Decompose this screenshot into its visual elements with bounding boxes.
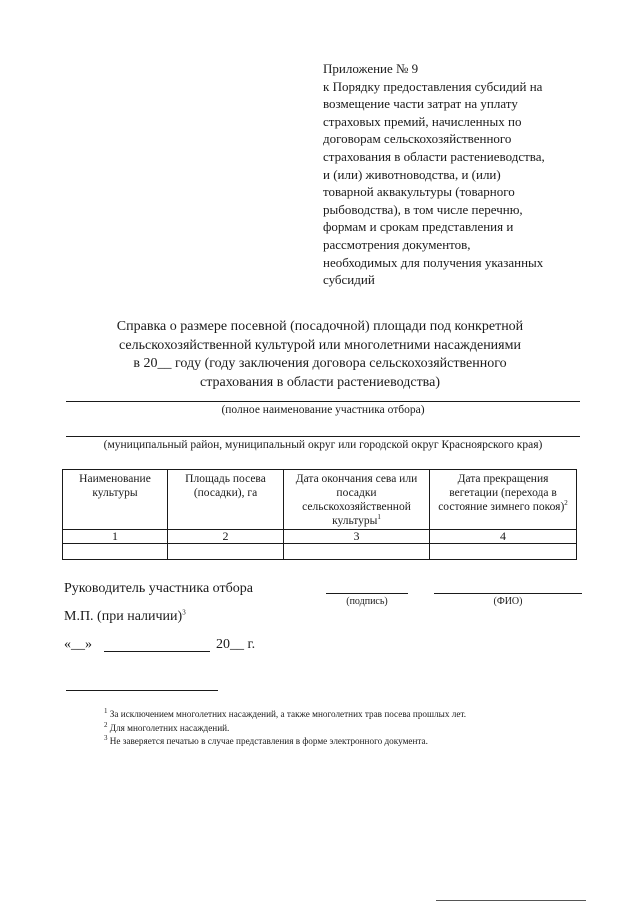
date-line[interactable] [104, 651, 210, 652]
scan-edge-line [436, 900, 586, 901]
footnote-ref: 1 [377, 513, 381, 522]
appendix-line: страхования в области растениеводства, [323, 148, 545, 164]
table-number-row [63, 530, 577, 544]
appendix-line: формам и срокам представления и [323, 219, 514, 235]
appendix-line: договорам сельскохозяйственного [323, 131, 512, 147]
appendix-line: субсидий [323, 272, 375, 288]
header-sowing-end-date: Дата окончания сева или посадки сельскохозяйственной культуры$^1$ [284, 470, 430, 530]
table-row [63, 544, 577, 560]
appendix-line: рассмотрения документов, [323, 236, 471, 252]
appendix-line: страховых премий, начисленных по [323, 113, 522, 129]
signature-line[interactable] [326, 593, 408, 594]
column-number: 4 [430, 530, 577, 544]
appendix-line: возмещение части затрат на уплату [323, 96, 518, 112]
date-open: «__» [64, 637, 92, 652]
appendix-line: к Порядку предоставления субсидий на [323, 78, 543, 94]
municipality-line[interactable] [66, 436, 580, 437]
date-year: 20__ г. [216, 637, 256, 652]
stamp-label: М.П. (при наличии)$^3$ [64, 608, 186, 624]
signature-caption: (подпись) [346, 596, 388, 607]
footnote-1: $^1$ За исключением многолетних насаждений, а также многолетних трав посева прошлых лет. [104, 706, 467, 719]
full-name-caption: (ФИО) [493, 596, 523, 607]
footnote-mark: 3 [104, 733, 108, 742]
table-cell[interactable] [63, 544, 168, 560]
title-line: Справка о размере посевной (посадочной) площади под конкретной [116, 319, 524, 334]
footnote-ref: 3 [182, 608, 186, 617]
column-number: 2 [168, 530, 284, 544]
crop-area-table [62, 469, 577, 560]
title-line: страхования в области растениеводства) [200, 374, 440, 390]
appendix-line: товарной аквакультуры (товарного [323, 184, 515, 200]
title-line: сельскохозяйственной культурой или многолетними насаждениями [119, 337, 521, 353]
head-label: Руководитель участника отбора [64, 581, 253, 596]
appendix-line: и (или) животноводства, и (или) [323, 166, 501, 182]
table-cell[interactable] [430, 544, 577, 560]
table-cell[interactable] [284, 544, 430, 560]
appendix-block [323, 60, 613, 289]
footnote-separator [66, 690, 218, 691]
footnote-mark: 1 [104, 706, 108, 715]
table-cell[interactable] [168, 544, 284, 560]
footnote-mark: 2 [104, 720, 108, 729]
column-number: 3 [284, 530, 430, 544]
header-sown-area: Площадь посева (посадки), га [168, 470, 284, 530]
header-crop-name: Наименование культуры [63, 470, 168, 530]
document-title [60, 318, 580, 392]
full-name-line[interactable] [434, 593, 582, 594]
footnote-3: $^3$ Не заверяется печатью в случае представления в форме электронного документа. [104, 733, 428, 746]
table-header-row [63, 470, 577, 530]
appendix-line: необходимых для получения указанных [323, 254, 544, 270]
participant-name-caption: (полное наименование участника отбора) [221, 404, 425, 416]
footnote-2: $^2$ Для многолетних насаждений. [104, 720, 230, 733]
footnote-ref: 2 [564, 499, 568, 508]
header-vegetation-end-date: Дата прекращения вегетации (перехода в состояние зимнего покоя)$^2$ [430, 470, 577, 530]
municipality-caption: (муниципальный район, муниципальный округ или городской округ Красноярского края) [103, 439, 543, 451]
participant-name-line[interactable] [66, 401, 580, 402]
appendix-line: Приложение № 9 [323, 61, 419, 76]
appendix-line: рыбоводства), в том числе перечню, [323, 201, 523, 217]
column-number: 1 [63, 530, 168, 544]
title-line: в 20__ году (году заключения договора сельскохозяйственного [133, 356, 507, 371]
